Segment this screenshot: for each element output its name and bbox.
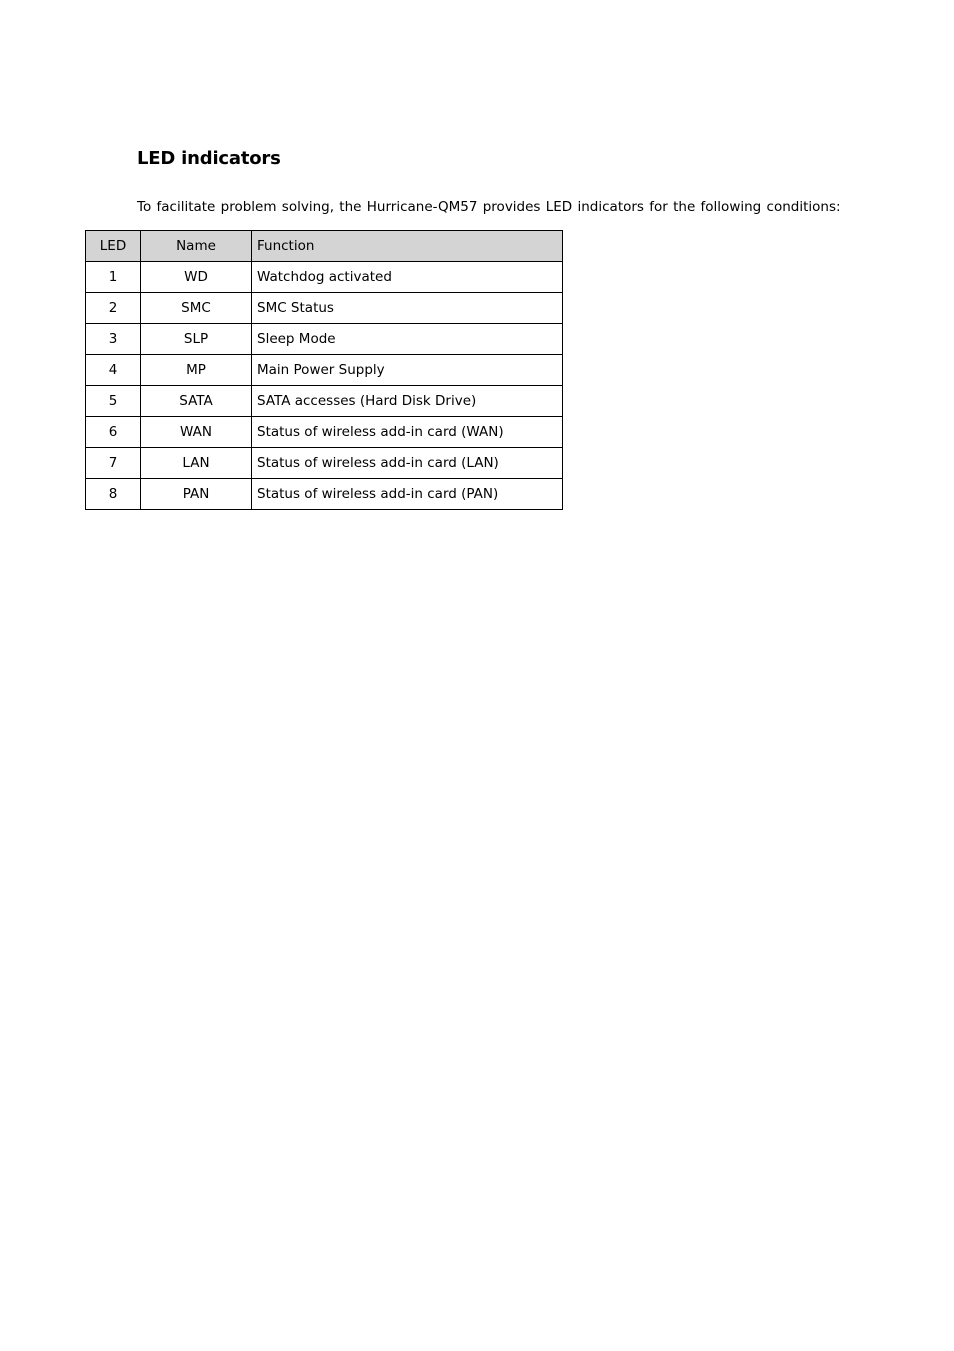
cell-name: MP xyxy=(141,355,252,386)
cell-function: Status of wireless add-in card (LAN) xyxy=(252,448,563,479)
cell-led: 8 xyxy=(86,479,141,510)
cell-name: SATA xyxy=(141,386,252,417)
cell-name: LAN xyxy=(141,448,252,479)
cell-function: Main Power Supply xyxy=(252,355,563,386)
table-row xyxy=(86,262,563,293)
table-header-row xyxy=(86,231,563,262)
table-row xyxy=(86,417,563,448)
header-led: LED xyxy=(86,231,141,262)
cell-function: Status of wireless add-in card (WAN) xyxy=(252,417,563,448)
cell-function: SMC Status xyxy=(252,293,563,324)
cell-function: SATA accesses (Hard Disk Drive) xyxy=(252,386,563,417)
section-heading: LED indicators xyxy=(137,148,281,169)
cell-name: SMC xyxy=(141,293,252,324)
table-row xyxy=(86,479,563,510)
header-function: Function xyxy=(252,231,563,262)
cell-name: SLP xyxy=(141,324,252,355)
cell-led: 2 xyxy=(86,293,141,324)
cell-function: Sleep Mode xyxy=(252,324,563,355)
cell-led: 3 xyxy=(86,324,141,355)
cell-led: 7 xyxy=(86,448,141,479)
header-name: Name xyxy=(141,231,252,262)
cell-function: Status of wireless add-in card (PAN) xyxy=(252,479,563,510)
intro-paragraph: To facilitate problem solving, the Hurricane-QM57 provides LED indicators for the following conditions: xyxy=(137,199,841,215)
cell-name: WAN xyxy=(141,417,252,448)
table-header xyxy=(86,231,563,262)
table-row xyxy=(86,386,563,417)
table-row xyxy=(86,324,563,355)
cell-function: Watchdog activated xyxy=(252,262,563,293)
cell-name: WD xyxy=(141,262,252,293)
table-row xyxy=(86,293,563,324)
cell-name: PAN xyxy=(141,479,252,510)
cell-led: 5 xyxy=(86,386,141,417)
table-body xyxy=(86,262,563,510)
cell-led: 6 xyxy=(86,417,141,448)
cell-led: 1 xyxy=(86,262,141,293)
cell-led: 4 xyxy=(86,355,141,386)
led-table xyxy=(85,230,563,510)
table-row xyxy=(86,355,563,386)
table-row xyxy=(86,448,563,479)
